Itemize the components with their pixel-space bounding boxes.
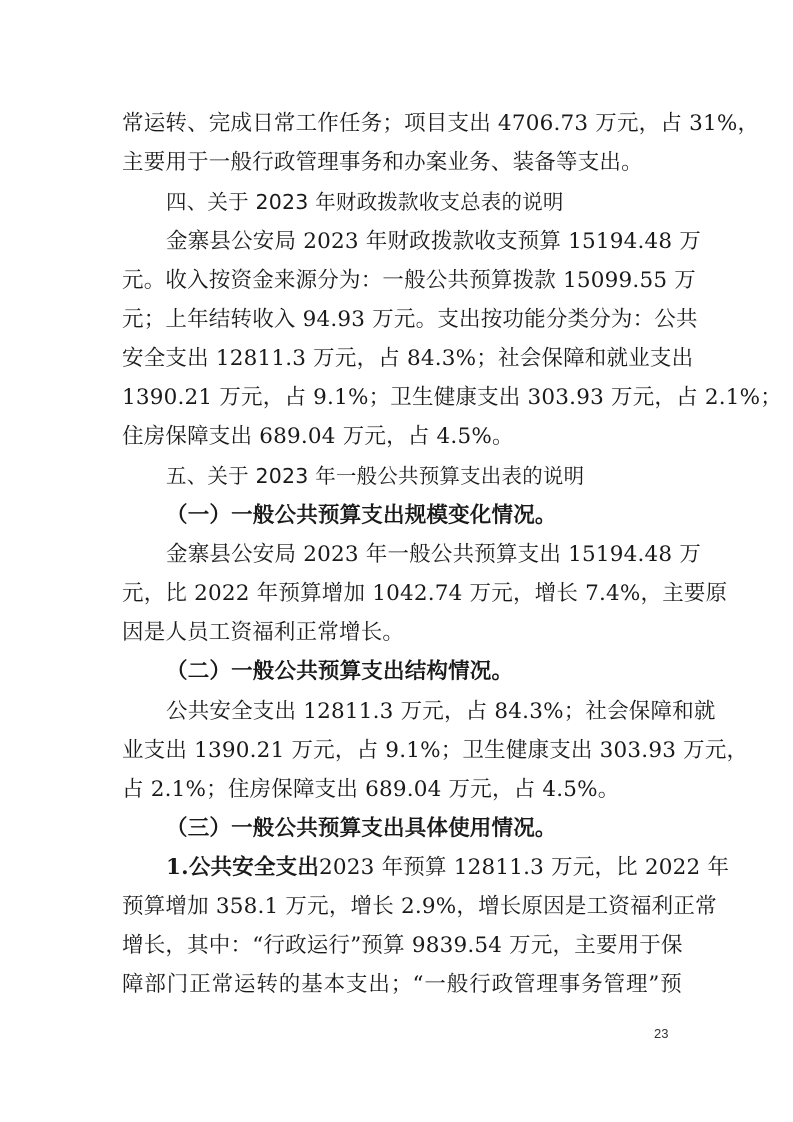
body-line: 占 2.1%；住房保障支出 689.04 万元，占 4.5%。 [122,777,620,802]
item-label: 1.公共安全支出 [166,855,320,880]
body-line: 元，比 2022 年预算增加 1042.74 万元，增长 7.4%，主要原 [122,581,728,606]
body-line: 金寨县公安局 2023 年财政拨款收支预算 15194.48 万 [166,229,702,254]
section-heading: 四、关于 2023 年财政拨款收支总表的说明 [166,190,564,214]
item-text: 2023 年预算 12811.3 万元，比 2022 年 [319,855,730,880]
body-line: 因是人员工资福利正常增长。 [122,620,405,645]
subsection-heading: （一）一般公共预算支出规模变化情况。 [166,503,557,528]
body-line [166,852,730,884]
body-line: 增长，其中：“行政运行”预算 9839.54 万元，主要用于保 [122,933,683,958]
body-line: 业支出 1390.21 万元，占 9.1%；卫生健康支出 303.93 万元， [122,738,749,763]
body-line: 常运转、完成日常工作任务；项目支出 4706.73 万元，占 31%， [122,111,760,136]
page-number: 23 [654,1026,669,1041]
body-line: 住房保障支出 689.04 万元，占 4.5%。 [122,424,514,449]
subsection-heading: （二）一般公共预算支出结构情况。 [166,659,514,684]
body-line: 主要用于一般行政管理事务和办案业务、装备等支出。 [122,150,643,175]
body-line: 元。收入按资金来源分为：一般公共预算拨款 15099.55 万 [122,268,696,293]
body-line: 公共安全支出 12811.3 万元，占 84.3%；社会保障和就 [166,699,716,724]
body-line: 元；上年结转收入 94.93 万元。支出按功能分类分为：公共 [122,307,698,332]
body-line: 金寨县公安局 2023 年一般公共预算支出 15194.48 万 [166,542,702,567]
body-line: 1390.21 万元，占 9.1%；卫生健康支出 303.93 万元，占 2.1%； [122,385,782,410]
body-line: 预算增加 358.1 万元，增长 2.9%，增长原因是工资福利正常 [122,894,717,919]
body-line: 安全支出 12811.3 万元，占 84.3%；社会保障和就业支出 [122,346,694,371]
body-line: 障部门正常运转的基本支出；“一般行政管理事务管理”预 [122,972,682,997]
subsection-heading: （三）一般公共预算支出具体使用情况。 [166,816,557,841]
section-heading: 五、关于 2023 年一般公共预算支出表的说明 [166,464,585,488]
